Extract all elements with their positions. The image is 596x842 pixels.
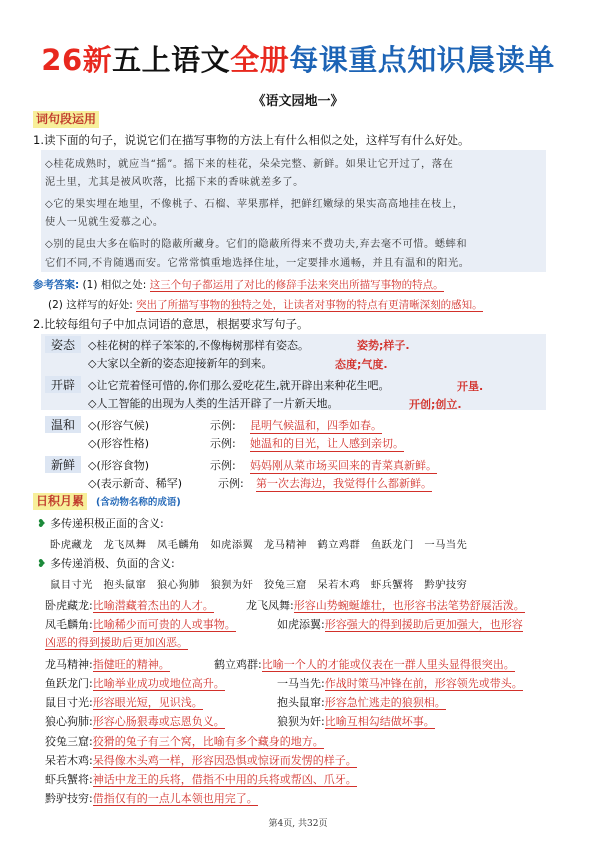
- idiom-term: 龙马精神:: [45, 658, 93, 671]
- handwritten-answer: 开垦.: [457, 380, 484, 393]
- idioms-negative: 鼠目寸光 抱头鼠窜 狼心狗肺 狼狈为奸 狡兔三窟 呆若木鸡 虾兵蟹将 黔驴技穷: [50, 579, 468, 591]
- answer-1-prefix: (1) 相似之处:: [82, 279, 147, 291]
- idiom-meaning: 形容强大的得到援助后更加强大，也形容: [324, 618, 523, 631]
- idiom-meaning: 比喻举业成功或地位高升。: [92, 677, 225, 690]
- word-xinxian: 新鲜: [45, 456, 81, 473]
- idiom-term: 鼠目寸光:: [45, 696, 93, 709]
- title-part-4: 每课重点知识晨读单: [289, 43, 555, 77]
- table-sentence: ◇大家以全新的姿态迎接新年的到来。: [88, 357, 273, 370]
- idiom-meaning: 作战时策马冲锋在前，形容领先或带头。: [324, 677, 523, 690]
- table-sentence: ◇(形容气候): [88, 419, 150, 432]
- idiom-meaning: 借指仅有的一点儿本领也用完了。: [92, 792, 258, 805]
- idiom-definition: [277, 675, 523, 691]
- idiom-definition: [277, 616, 523, 632]
- idioms-positive: 卧虎藏龙 龙飞凤舞 凤毛麟角 如虎添翼 龙马精神 鹤立鸡群 鱼跃龙门 一马当先: [50, 539, 468, 551]
- idiom-meaning: 狡猾的兔子有三个窝，比喻有多个藏身的地方。: [92, 735, 324, 748]
- idiom-term: 黔驴技穷:: [45, 792, 93, 805]
- answer-line-2: [48, 297, 483, 312]
- table-sentence: ◇(形容性格): [88, 437, 150, 450]
- section-tag-word-sentence: 词句段运用: [33, 111, 99, 128]
- word-wenhe: 温和: [45, 416, 81, 433]
- idiom-meaning: 形容心肠狠毒或忘恩负义。: [92, 715, 225, 728]
- handwritten-answer: 开创;创立.: [409, 398, 462, 411]
- page-footer: 第4页, 共32页: [268, 819, 328, 829]
- idiom-term: 呆若木鸡:: [45, 754, 93, 767]
- idiom-meaning: 比喻互相勾结做坏事。: [324, 715, 435, 728]
- idiom-definition: [214, 656, 515, 672]
- passage-line: 使人一见就生爱慕之心。: [45, 217, 164, 228]
- question-1: 1.读下面的句子，说说它们在描写事物的方法上有什么相似之处，这样写有什么好处。: [33, 133, 470, 147]
- answer-1-text: 这三个句子都运用了对比的修辞手法来突出所描写事物的特点。: [149, 279, 444, 291]
- idiom-meaning: 比喻潜藏着杰出的人才。: [92, 599, 214, 612]
- table-sentence: ◇(形容食物): [88, 459, 150, 472]
- idiom-meaning: 形容山势蜿蜒雄壮，也形容书法笔势舒展活泼。: [293, 599, 525, 612]
- idiom-term: 鱼跃龙门:: [45, 677, 93, 690]
- idiom-term: 抱头鼠窜:: [277, 696, 325, 709]
- bullet-negative: [37, 555, 175, 571]
- idiom-meaning: 形容急忙逃走的狼狈相。: [324, 696, 446, 709]
- title-part-1: 26新: [41, 43, 113, 77]
- table-sentence: ◇(表示新奇、稀罕): [88, 477, 183, 490]
- example-label: 示例:: [218, 477, 244, 490]
- idiom-term: 狼狈为奸:: [277, 715, 325, 728]
- idiom-definition: [45, 752, 357, 768]
- idiom-definition: [277, 694, 446, 710]
- example-answer: 她温和的目光，让人感到亲切。: [250, 437, 404, 450]
- idiom-meaning: 比喻稀少而可贵的人或事物。: [92, 618, 236, 631]
- arrow-icon: ❥: [37, 517, 47, 530]
- word-kaipi: 开辟: [45, 376, 81, 393]
- passage-line: 它们不同,不肯随遇而安。它常常慎重地选择住址，一定要排水通畅，并且有温和的阳光。: [45, 258, 470, 269]
- example-answer: 昆明气候温和，四季如春。: [250, 419, 382, 432]
- question-2: 2.比较每组句子中加点词语的意思，根据要求写句子。: [33, 317, 309, 331]
- page-title: [0, 38, 596, 79]
- idiom-term: 卧虎藏龙:: [45, 599, 93, 612]
- idiom-definition: [277, 713, 435, 729]
- idiom-term: 龙飞凤舞:: [246, 599, 294, 612]
- idiom-definition: [45, 790, 258, 806]
- answer-2-text: 突出了所描写事物的独特之处，让读者对事物的特点有更清晰深刻的感知。: [136, 299, 483, 311]
- idiom-definition: [45, 656, 170, 672]
- idiom-meaning: 神话中龙王的兵将，借指不中用的兵将或帮凶、爪牙。: [92, 773, 357, 786]
- idiom-term: 狼心狗肺:: [45, 715, 93, 728]
- idiom-definition: [45, 634, 188, 650]
- arrow-icon: ❥: [37, 557, 47, 570]
- answer-line-1: [33, 277, 444, 292]
- bullet-positive: [37, 515, 164, 531]
- word-zitai: 姿态: [45, 336, 81, 353]
- table-sentence: ◇桂花树的样子笨笨的,不像梅树那样有姿态。: [88, 339, 309, 352]
- handwritten-answer: 态度;气度.: [335, 358, 388, 371]
- passage-line: ◇桂花成熟时，就应当“摇”。摇下来的桂花，朵朵完整、新鲜。如果让它开过了，落在: [45, 159, 454, 170]
- idiom-term: 虾兵蟹将:: [45, 773, 93, 786]
- idiom-definition: [45, 733, 324, 749]
- passage-line: ◇它的果实埋在地里，不像桃子、石榴、苹果那样，把鲜红嫩绿的果实高高地挂在枝上，: [45, 199, 464, 210]
- title-part-2: 五上语文: [112, 43, 231, 77]
- idiom-meaning: 形容眼光短，见识浅。: [92, 696, 203, 709]
- table-sentence: ◇人工智能的出现为人类的生活开辟了一片新天地。: [88, 397, 339, 410]
- bullet-text: 多传递积极正面的含义:: [50, 517, 164, 530]
- idiom-definition: [45, 616, 236, 632]
- lesson-subtitle: 《语文园地一》: [252, 94, 344, 109]
- bullet-text: 多传递消极、负面的含义:: [50, 557, 175, 570]
- passage-line: 泥土里，尤其是被风吹落，比摇下来的香味就差多了。: [45, 177, 304, 188]
- idiom-meaning: 指健旺的精神。: [92, 658, 170, 671]
- idiom-term: 一马当先:: [277, 677, 325, 690]
- idiom-definition: [45, 694, 203, 710]
- handwritten-answer: 姿势;样子.: [357, 339, 410, 352]
- idiom-term: 狡兔三窟:: [45, 735, 93, 748]
- title-part-3: 全册: [230, 43, 290, 77]
- example-answer: 妈妈刚从菜市场买回来的青菜真新鲜。: [250, 459, 437, 472]
- example-label: 示例:: [210, 437, 236, 450]
- idiom-definition: [45, 597, 214, 613]
- example-label: 示例:: [210, 419, 236, 432]
- idiom-term: 凤毛麟角:: [45, 618, 93, 631]
- idiom-term: 鹤立鸡群:: [214, 658, 262, 671]
- idiom-term: 如虎添翼:: [277, 618, 325, 631]
- example-answer: 第一次去海边，我觉得什么都新鲜。: [256, 477, 432, 490]
- idiom-definition: [45, 771, 357, 787]
- idiom-meaning: 比喻一个人的才能或仪表在一群人里头显得很突出。: [261, 658, 515, 671]
- idiom-definition: [45, 675, 225, 691]
- answer-label: 参考答案:: [33, 279, 80, 291]
- answer-2-prefix: (2) 这样写的好处:: [48, 299, 133, 311]
- idiom-meaning: 呆得像木头鸡一样，形容因恐惧或惊讶而发愣的样子。: [92, 754, 357, 767]
- example-label: 示例:: [210, 459, 236, 472]
- passage-line: ◇别的昆虫大多在临时的隐蔽所藏身。它们的隐蔽所得来不费功夫,弃去毫不可惜。蟋蟀和: [45, 239, 468, 250]
- section-tag-idioms: 日积月累: [33, 493, 87, 510]
- table-sentence: ◇让它荒着怪可惜的,你们那么爱吃花生,就开辟出来种花生吧。: [88, 379, 390, 392]
- idiom-definition: [246, 597, 525, 613]
- idiom-definition: [45, 713, 225, 729]
- idiom-meaning: 凶恶的得到援助后更加凶恶。: [45, 636, 188, 649]
- section-note: (含动物名称的成语): [96, 497, 181, 508]
